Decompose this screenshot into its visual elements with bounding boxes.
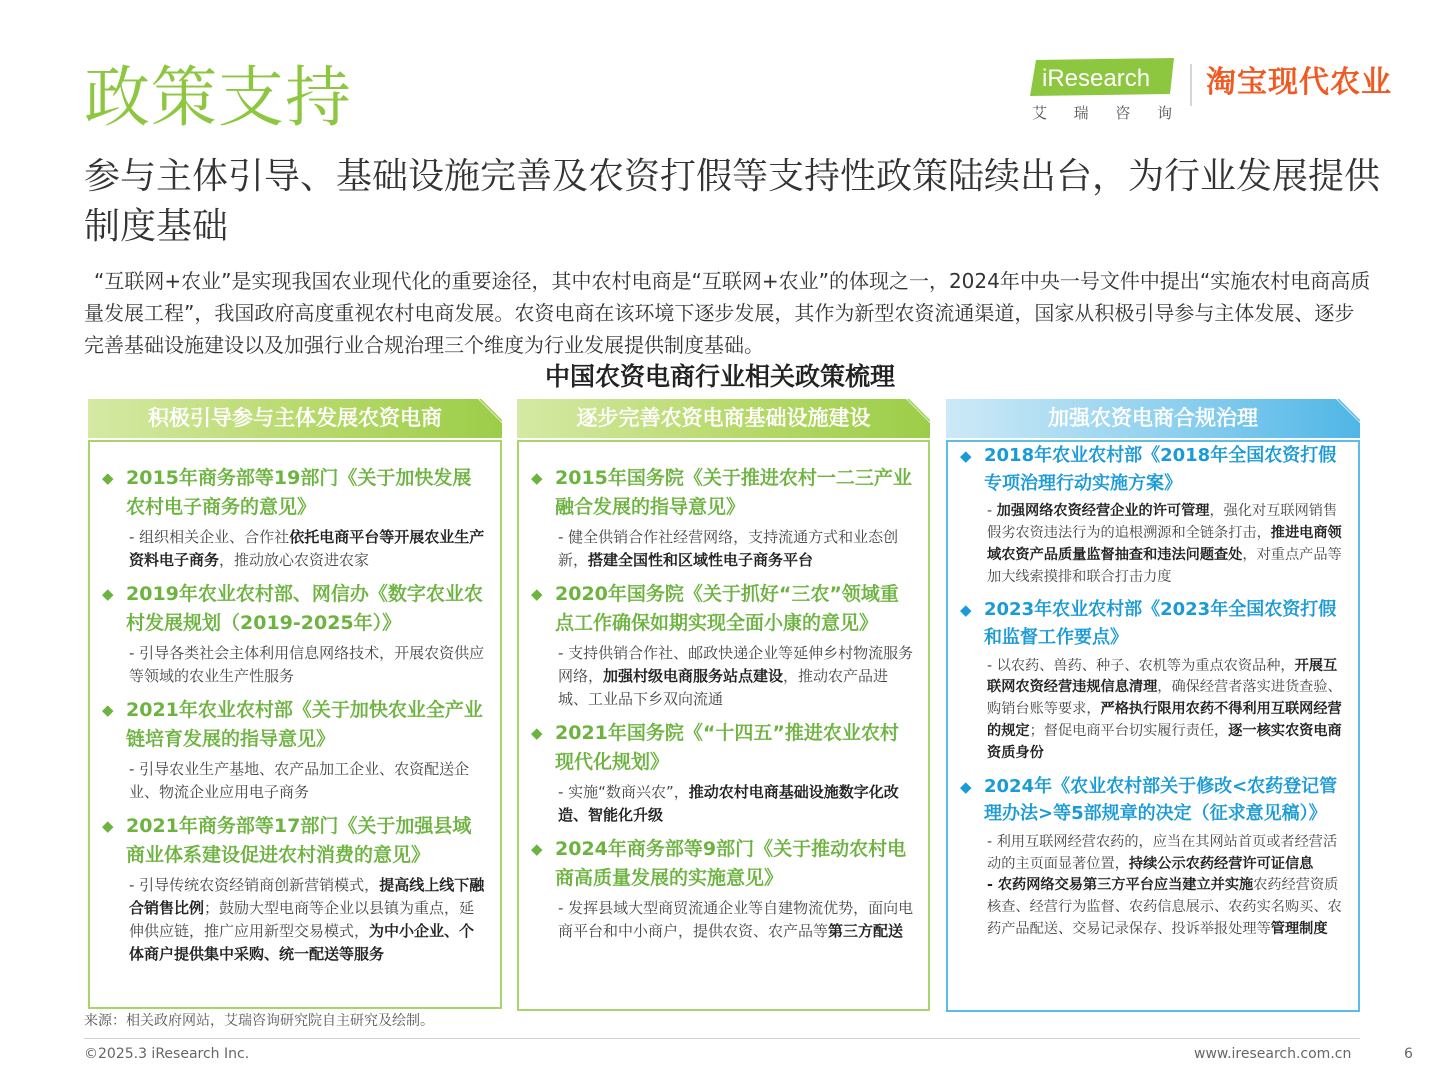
- policy-description: - 农药网络交易第三方平台应当建立并实施农药经营资质核查、经营行为监督、农药信息展示、农药实名购买、农药产品配送、交易记录保存、投诉举报处理等管理制度: [987, 877, 1342, 937]
- policy-item: ◆ 2018年农业农村部《2018年全国农资打假专项治理行动实施方案》 - 加强网络农资经营企业的许可管理，强化对互联网销售假劣农资违法行为的追根溯源和全链条打击，推进电商领域农资产品质量监督抽查和违法问题查处，对重点产品等加大线索摸排和联合打击力度: [960, 442, 1344, 588]
- taobao-agri-logo: 淘宝现代农业: [1206, 65, 1392, 100]
- policy-item: ◆ 2015年商务部等19部门《关于加快发展农村电子商务的意见》 - 组织相关企业、合作社依托电商平台等开展农业生产资料电子商务，推动放心农资进农家: [102, 464, 486, 572]
- diamond-bullet-icon: ◆: [960, 447, 972, 465]
- policy-item: ◆ 2023年农业农村部《2023年全国农资打假和监督工作要点》 - 以农药、兽药、种子、农机等为重点农资品种，开展互联网农资经营违规信息清理，确保经营者落实进货查验、购销台账等要求，严格执行限用农药不得利用互联网经营的规定；督促电商平台切实履行责任，逐一核实农资电商资质身份: [960, 596, 1344, 764]
- policy-description: - 引导各类社会主体利用信息网络技术，开展农资供应等领域的农业生产性服务: [129, 644, 485, 685]
- logo-area: [1030, 58, 1430, 124]
- slide-title: 政策支持: [84, 59, 352, 136]
- intro-paragraph: “互联网+农业”是实现我国农业现代化的重要途径，其中农村电商是“互联网+农业”的体现之一，2024年中央一号文件中提出“实施农村电商高质量发展工程”，我国政府高度重视农村电商发展。农资电商在该环境下逐步发展，其作为新型农资流通渠道，国家从积极引导参与主体发展、逐步完善基础设施建设以及加强行业合规治理三个维度为行业发展提供制度基础。: [84, 269, 1371, 357]
- logo-divider: [1190, 64, 1192, 106]
- copyright: ©2025.3 iResearch Inc.: [84, 1046, 250, 1062]
- policy-item: ◆ 2021年国务院《“十四五”推进农业农村现代化规划》 - 实施“数商兴农”，推动农村电商基础设施数字化改造、智能化升级: [531, 719, 914, 827]
- column-participants: [88, 440, 502, 1009]
- policy-item: ◆ 2024年商务部等9部门《关于推动农村电商高质量发展的实施意见》 - 发挥县域大型商贸流通企业等自建物流优势，面向电商平台和中小商户，提供农资、农产品等第三方配送: [531, 835, 914, 943]
- iresearch-logo: [1030, 58, 1174, 96]
- page-number: 6: [1404, 1046, 1413, 1062]
- policy-description: - 支持供销合作社、邮政快递企业等延伸乡村物流服务网络，加强村级电商服务站点建设，推动农产品进城、工业品下乡双向流通: [558, 644, 914, 708]
- diamond-bullet-icon: ◆: [102, 469, 114, 487]
- policy-description: - 引导农业生产基地、农产品加工企业、农资配送企业、物流企业应用电子商务: [129, 760, 470, 801]
- website-url: www.iresearch.com.cn: [1194, 1046, 1352, 1062]
- column-header-participants: 积极引导参与主体发展农资电商: [88, 399, 502, 438]
- policy-description: - 引导传统农资经销商创新营销模式，提高线上线下融合销售比例；鼓励大型电商等企业以县镇为重点，延伸供应链，推广应用新型交易模式，为中小企业、个体商户提供集中采购、统一配送等服务: [129, 876, 485, 963]
- column-header-compliance: 加强农资电商合规治理: [946, 399, 1360, 438]
- diamond-bullet-icon: ◆: [960, 601, 972, 620]
- policy-item: ◆ 2024年《农业农村部关于修改<农药登记管理办法>等5部规章的决定（征求意见稿）》 - 利用互联网经营农药的，应当在其网站首页或者经营活动的主页面显著位置，持续公示农药经营许可证信息 - 农药网络交易第三方平台应当建立并实施农药经营资质核查、经营行为监督、农药信息展示、农药实名购买、农药产品配送、交易记录保存、投诉举报处理等管理制度: [960, 773, 1344, 941]
- policy-description: - 实施“数商兴农”，推动农村电商基础设施数字化改造、智能化升级: [558, 783, 899, 824]
- policy-item: ◆ 2019年农业农村部、网信办《数字农业农村发展规划（2019-2025年）》 - 引导各类社会主体利用信息网络技术，开展农资供应等领域的农业生产性服务: [102, 580, 486, 688]
- policy-description: - 健全供销合作社经营网络，支持流通方式和业态创新，搭建全国性和区域性电子商务平台: [558, 528, 899, 569]
- policy-description: - 组织相关企业、合作社依托电商平台等开展农业生产资料电子商务，推动放心农资进农家: [129, 528, 485, 569]
- policy-item: ◆ 2015年国务院《关于推进农村一二三产业融合发展的指导意见》 - 健全供销合作社经营网络，支持流通方式和业态创新，搭建全国性和区域性电子商务平台: [531, 464, 914, 572]
- policy-description: - 以农药、兽药、种子、农机等为重点农资品种，开展互联网农资经营违规信息清理，确保经营者落实进货查验、购销台账等要求，严格执行限用农药不得利用互联网经营的规定；督促电商平台切实履行责任，逐一核实农资电商资质身份: [987, 657, 1342, 761]
- headline: 参与主体引导、基础设施完善及农资打假等支持性政策陆续出台，为行业发展提供制度基础: [84, 156, 1381, 247]
- diamond-bullet-icon: ◆: [531, 724, 543, 742]
- policy-item: ◆ 2021年农业农村部《关于加快农业全产业链培育发展的指导意见》 - 引导农业生产基地、农产品加工企业、农资配送企业、物流企业应用电子商务: [102, 696, 486, 804]
- footer-divider: [84, 1038, 1360, 1039]
- policy-description: - 利用互联网经营农药的，应当在其网站首页或者经营活动的主页面显著位置，持续公示农药经营许可证信息: [987, 833, 1338, 872]
- diamond-bullet-icon: ◆: [960, 777, 972, 796]
- column-compliance: [946, 440, 1360, 1012]
- column-infrastructure: [517, 440, 930, 1011]
- diamond-bullet-icon: ◆: [102, 701, 114, 719]
- iresearch-cn-name: 艾 瑞 咨 询: [1032, 104, 1172, 122]
- diamond-bullet-icon: ◆: [102, 585, 114, 603]
- policy-item: ◆ 2020年国务院《关于抓好“三农”领域重点工作确保如期实现全面小康的意见》 - 支持供销合作社、邮政快递企业等延伸乡村物流服务网络，加强村级电商服务站点建设，推动农产品进城、工业品下乡双向流通: [531, 580, 914, 711]
- source-note: 来源：相关政府网站，艾瑞咨询研究院自主研究及绘制。: [84, 1013, 434, 1029]
- diamond-bullet-icon: ◆: [531, 840, 543, 858]
- diamond-bullet-icon: ◆: [102, 817, 114, 835]
- policy-description: - 发挥县域大型商贸流通企业等自建物流优势，面向电商平台和中小商户，提供农资、农产品等第三方配送: [558, 899, 914, 940]
- column-header-infrastructure: 逐步完善农资电商基础设施建设: [517, 399, 930, 438]
- diamond-bullet-icon: ◆: [531, 469, 543, 487]
- policy-description: - 加强网络农资经营企业的许可管理，强化对互联网销售假劣农资违法行为的追根溯源和全链条打击，推进电商领域农资产品质量监督抽查和违法问题查处，对重点产品等加大线索摸排和联合打击力度: [987, 503, 1342, 585]
- diamond-bullet-icon: ◆: [531, 585, 543, 603]
- section-title: 中国农资电商行业相关政策梳理: [544, 362, 895, 391]
- policy-item: ◆ 2021年商务部等17部门《关于加强县域商业体系建设促进农村消费的意见》 - 引导传统农资经销商创新营销模式，提高线上线下融合销售比例；鼓励大型电商等企业以县镇为重点，延伸供应链，推广应用新型交易模式，为中小企业、个体商户提供集中采购、统一配送等服务: [102, 812, 486, 966]
- iresearch-logo-text: iResearch: [1042, 65, 1151, 92]
